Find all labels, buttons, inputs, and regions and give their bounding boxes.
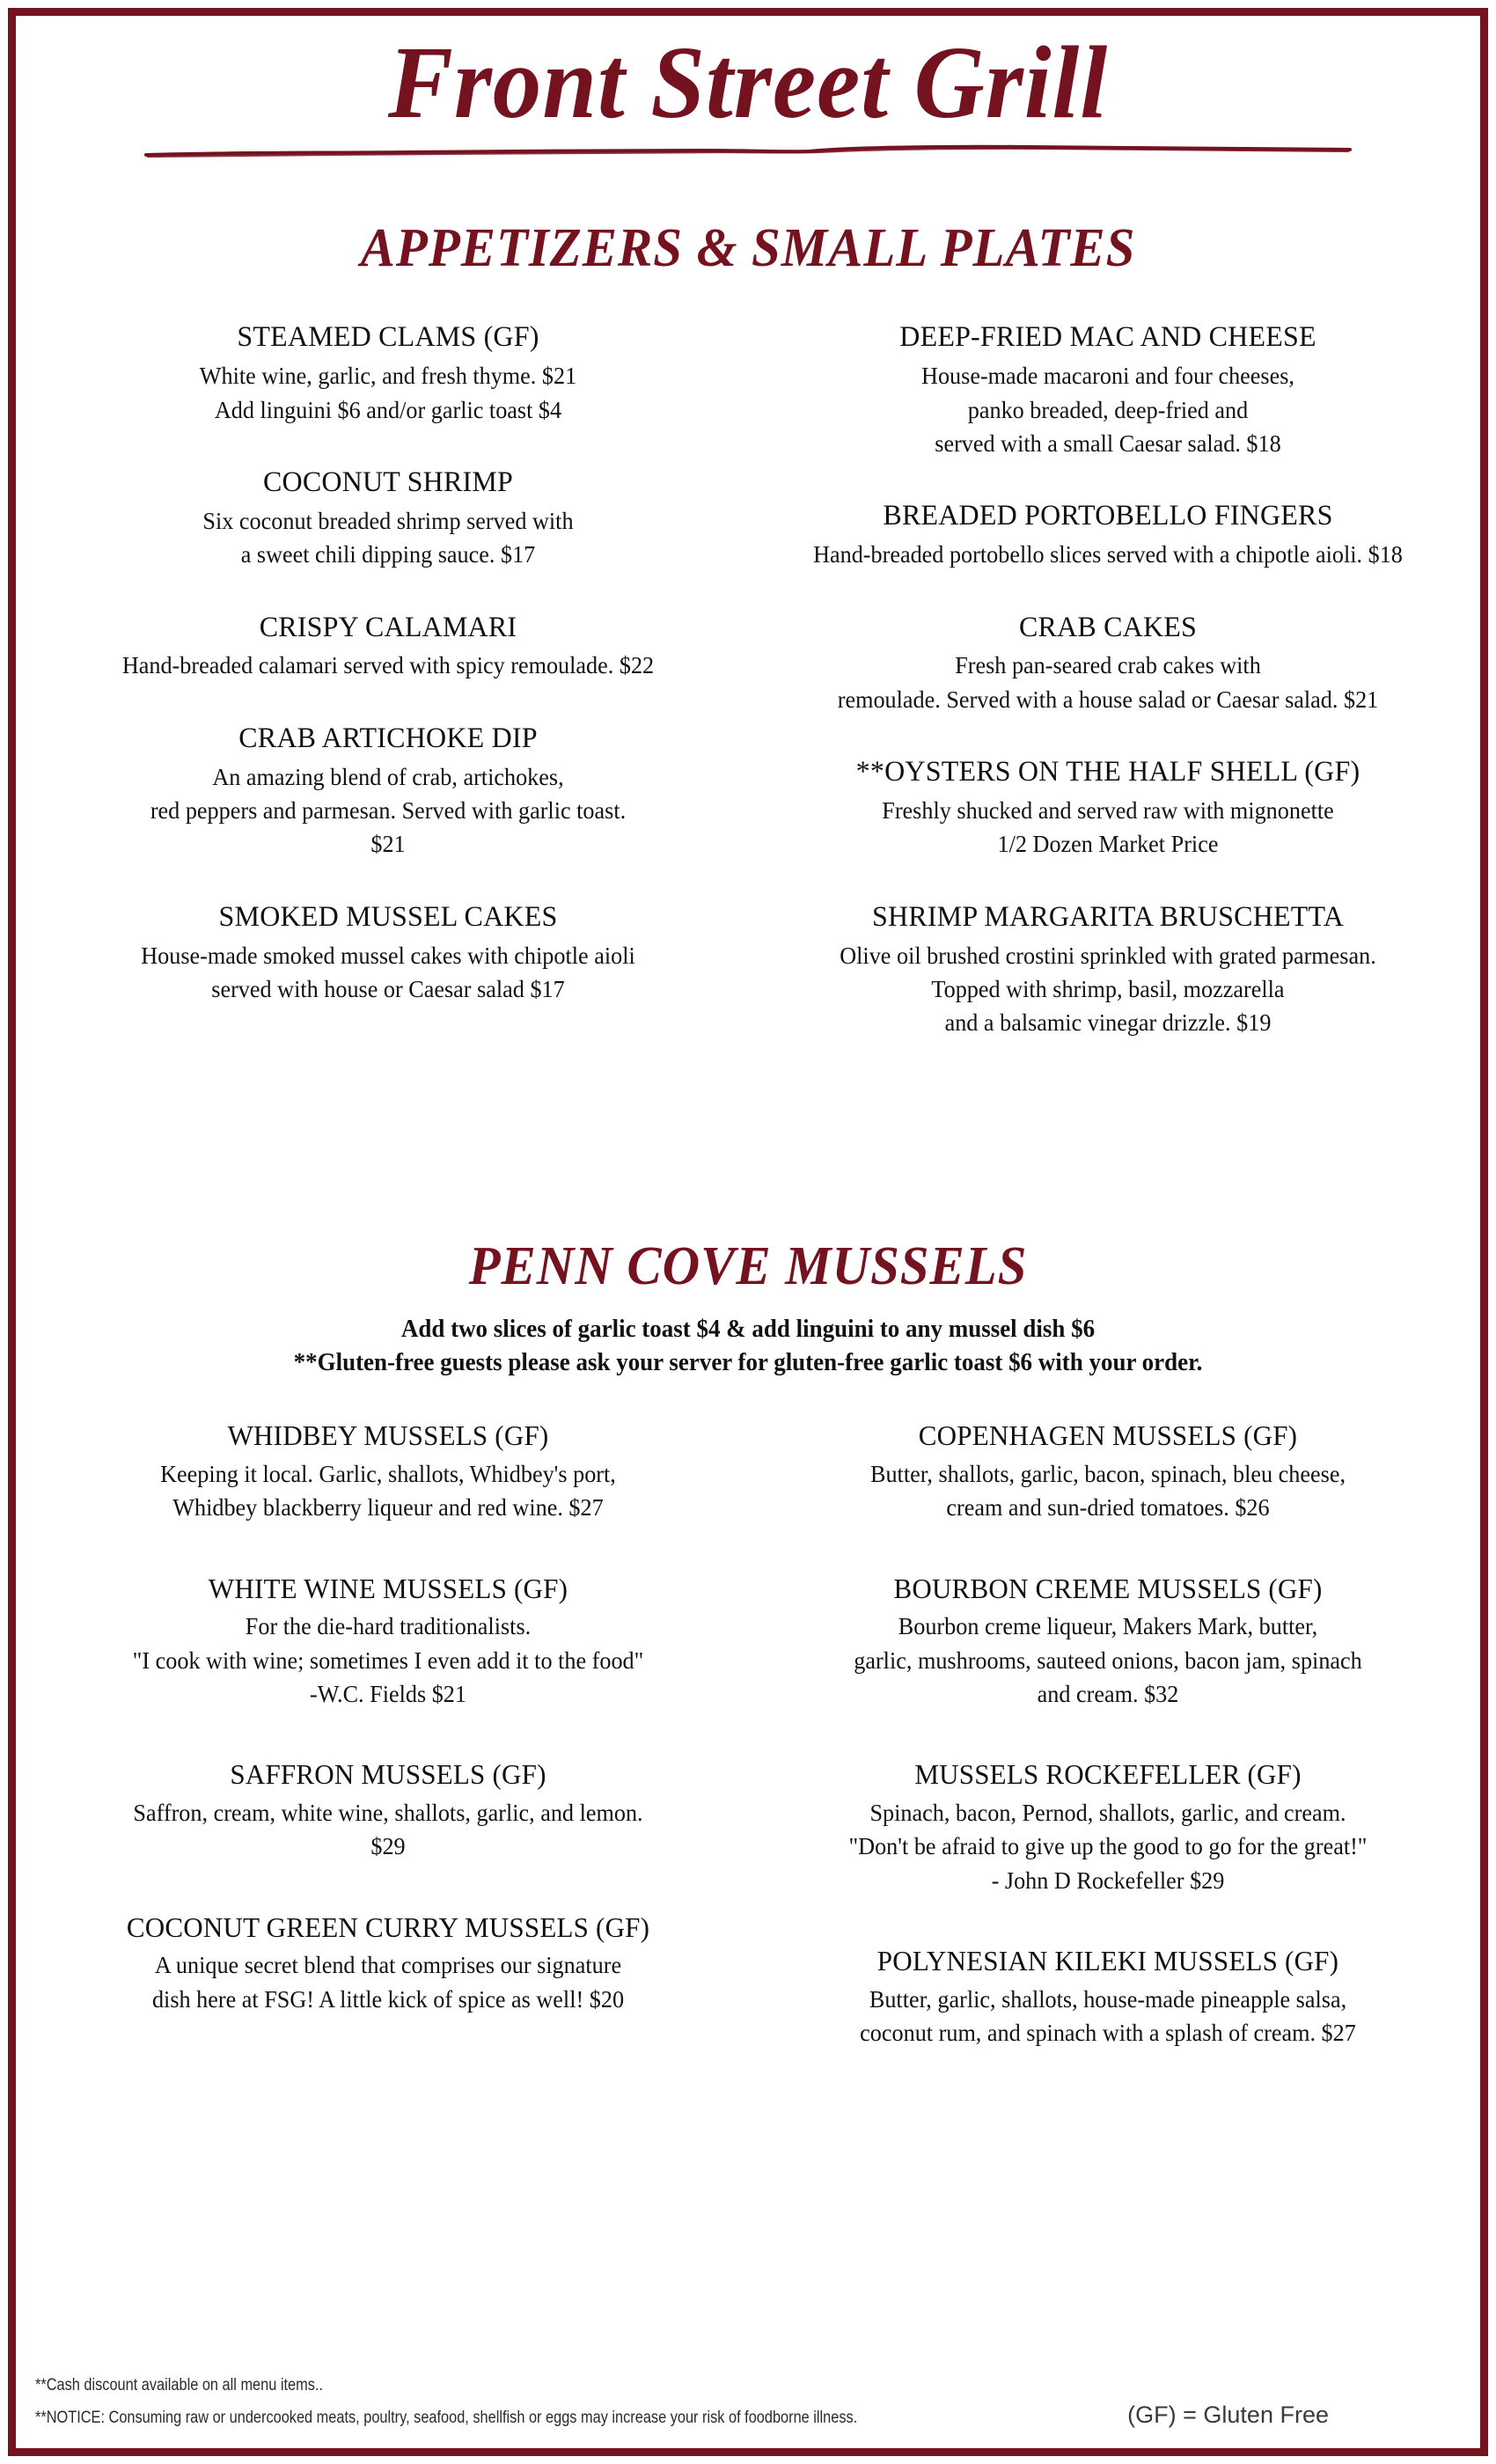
menu-item[interactable] [51,1573,725,1712]
section-appetizers [35,217,1461,1078]
menu-item[interactable] [771,1945,1445,2050]
item-description [781,649,1434,716]
menu-border-frame [8,8,1488,2456]
item-name: WHITE WINE MUSSELS (GF) [208,1572,568,1604]
section-note-line: Add two slices of garlic toast $4 & add linguini to any mussel dish $6 [400,1314,1096,1343]
item-description [61,1796,715,1864]
item-description [61,504,715,572]
mussels-section-notes [35,1312,1461,1380]
item-desc-line: a sweet chili dipping sauce. $17 [240,541,536,568]
page-title: Front Street Grill [387,25,1109,140]
item-desc-line: Butter, garlic, shallots, house-made pineapple salsa, [869,1985,1347,2013]
item-desc-line: and cream. $32 [1037,1681,1179,1707]
item-desc-line: and a balsamic vinegar drizzle. $19 [944,1009,1272,1037]
item-description [61,939,715,1007]
menu-item[interactable] [51,1911,725,2016]
item-name: CRISPY CALAMARI [259,611,517,643]
mussels-left-column [35,1419,748,2097]
item-desc-line: Fresh pan-seared crab cakes with [955,652,1261,679]
item-desc-line: White wine, garlic, and fresh thyme. $21 [199,363,577,390]
title-underline-flourish [141,144,1355,158]
menu-item[interactable] [771,499,1445,571]
menu-item[interactable] [51,466,725,572]
item-desc-line: 1/2 Dozen Market Price [997,831,1219,858]
item-name: CRAB ARTICHOKE DIP [238,722,538,754]
item-desc-line: An amazing blend of crab, artichokes, [212,763,564,790]
item-desc-line: House-made smoked mussel cakes with chipotle aioli [141,942,635,969]
item-description [781,1983,1434,2050]
item-desc-line: served with a small Caesar salad. $18 [935,429,1281,457]
item-description [781,538,1434,571]
item-name: SHRIMP MARGARITA BRUSCHETTA [871,900,1345,933]
menu-item[interactable] [771,320,1445,460]
item-desc-line: Hand-breaded portobello slices served with a chipotle aioli. $18 [813,541,1403,568]
item-description [781,1457,1434,1525]
item-desc-line: Six coconut breaded shrimp served with [202,507,574,534]
gluten-free-legend: (GF) = Gluten Free [1127,2402,1329,2428]
item-name: DEEP-FRIED MAC AND CHEESE [899,321,1316,354]
mussels-columns [35,1419,1461,2097]
menu-item[interactable] [771,1573,1445,1712]
menu-item[interactable] [51,900,725,1007]
item-description [61,760,715,862]
item-name: WHIDBEY MUSSELS (GF) [227,1419,549,1452]
appetizers-columns [35,320,1461,1078]
item-desc-line: garlic, mushrooms, sauteed onions, bacon jam, spinach [854,1646,1362,1674]
item-desc-line: coconut rum, and spinach with a splash of cream. $27 [860,2020,1356,2047]
menu-item[interactable] [771,900,1445,1040]
item-name: SAFFRON MUSSELS (GF) [230,1758,546,1791]
item-desc-line: panko breaded, deep-fried and [967,396,1249,423]
section-note-line: **Gluten-free guests please ask your server for gluten-free garlic toast $6 with your order. [293,1347,1203,1376]
item-desc-line: Olive oil brushed crostini sprinkled with grated parmesan. [840,942,1376,969]
item-name: SMOKED MUSSEL CAKES [218,900,558,933]
item-name: CRAB CAKES [1018,611,1198,643]
item-desc-line: Spinach, bacon, Pernod, shallots, garlic, and cream. [869,1800,1346,1827]
item-description [61,649,715,682]
appetizers-left-column [35,320,748,1078]
item-desc-line: $21 [370,831,406,858]
item-desc-line: Keeping it local. Garlic, shallots, Whidbey's port, [160,1460,616,1487]
item-desc-line: Topped with shrimp, basil, mozzarella [931,976,1285,1002]
item-name: MUSSELS ROCKEFELLER (GF) [914,1758,1302,1791]
menu-item[interactable] [51,320,725,427]
item-description [781,939,1434,1040]
item-desc-line: served with house or Caesar salad $17 [211,976,565,1002]
item-desc-line: For the die-hard traditionalists. [245,1613,532,1640]
menu-item[interactable] [51,1758,725,1863]
item-desc-line: $29 [370,1833,406,1860]
item-desc-line: remoulade. Served with a house salad or Caesar salad. $21 [837,686,1379,713]
menu-item[interactable] [771,755,1445,862]
item-description [781,794,1434,862]
item-name: BREADED PORTOBELLO FINGERS [883,500,1333,532]
item-desc-line: Freshly shucked and served raw with mignonette [882,797,1334,825]
item-desc-line: - John D Rockefeller $29 [991,1866,1225,1894]
item-name: COCONUT GREEN CURRY MUSSELS (GF) [126,1910,650,1943]
menu-item[interactable] [51,611,725,683]
section-heading-mussels: PENN COVE MUSSELS [468,1236,1028,1296]
item-description [781,359,1434,460]
item-desc-line: "Don't be afraid to give up the good to go for the great!" [848,1833,1368,1860]
item-desc-line: -W.C. Fields $21 [309,1681,466,1707]
item-description [61,1948,715,2016]
item-name: COPENHAGEN MUSSELS (GF) [918,1419,1298,1452]
item-description [61,359,715,427]
appetizers-right-column [748,320,1461,1078]
item-desc-line: A unique secret blend that comprises our signature [154,1952,622,1979]
item-name: BOURBON CREME MUSSELS (GF) [893,1572,1323,1604]
item-desc-line: "I cook with wine; sometimes I even add it to the food" [132,1646,644,1674]
item-desc-line: cream and sun-dried tomatoes. $26 [946,1494,1270,1522]
item-name: STEAMED CLAMS (GF) [237,321,539,354]
menu-item[interactable] [771,611,1445,717]
menu-item[interactable] [771,1758,1445,1897]
item-name: POLYNESIAN KILEKI MUSSELS (GF) [876,1945,1339,1977]
footer-notices [35,2369,857,2434]
section-mussels [35,1236,1461,2098]
item-desc-line: House-made macaroni and four cheeses, [921,363,1294,390]
item-desc-line: red peppers and parmesan. Served with garlic toast. [150,797,627,825]
item-description [61,1457,715,1525]
item-description [61,1610,715,1711]
section-heading-appetizers: APPETIZERS & SMALL PLATES [360,218,1136,279]
mussels-right-column [748,1419,1461,2097]
footer [35,2369,1461,2434]
item-desc-line: Butter, shallots, garlic, bacon, spinach, bleu cheese, [869,1460,1346,1487]
item-desc-line: Saffron, cream, white wine, shallots, garlic, and lemon. [133,1800,643,1827]
item-desc-line: Bourbon creme liqueur, Makers Mark, butter, [898,1613,1318,1640]
item-name: **OYSTERS ON THE HALF SHELL (GF) [855,756,1360,788]
item-desc-line: Whidbey blackberry liqueur and red wine. $27 [172,1494,604,1522]
menu-item[interactable] [771,1419,1445,1524]
masthead [35,16,1461,163]
menu-item[interactable] [51,1419,725,1524]
item-desc-line: Add linguini $6 and/or garlic toast $4 [214,396,562,423]
item-name: COCONUT SHRIMP [262,466,514,498]
item-description [781,1796,1434,1897]
item-desc-line: dish here at FSG! A little kick of spice as well! $20 [151,1985,625,2013]
menu-content [16,16,1480,2448]
item-description [781,1610,1434,1711]
footer-note-consumer-advisory: **NOTICE: Consuming raw or undercooked meats, poultry, seafood, shellfish or eggs may increase your risk of foodborne illness. [35,2408,858,2427]
menu-item[interactable] [51,722,725,862]
footer-note-cash-discount: **Cash discount available on all menu items.. [35,2375,323,2394]
item-desc-line: Hand-breaded calamari served with spicy remoulade. $22 [121,652,655,679]
